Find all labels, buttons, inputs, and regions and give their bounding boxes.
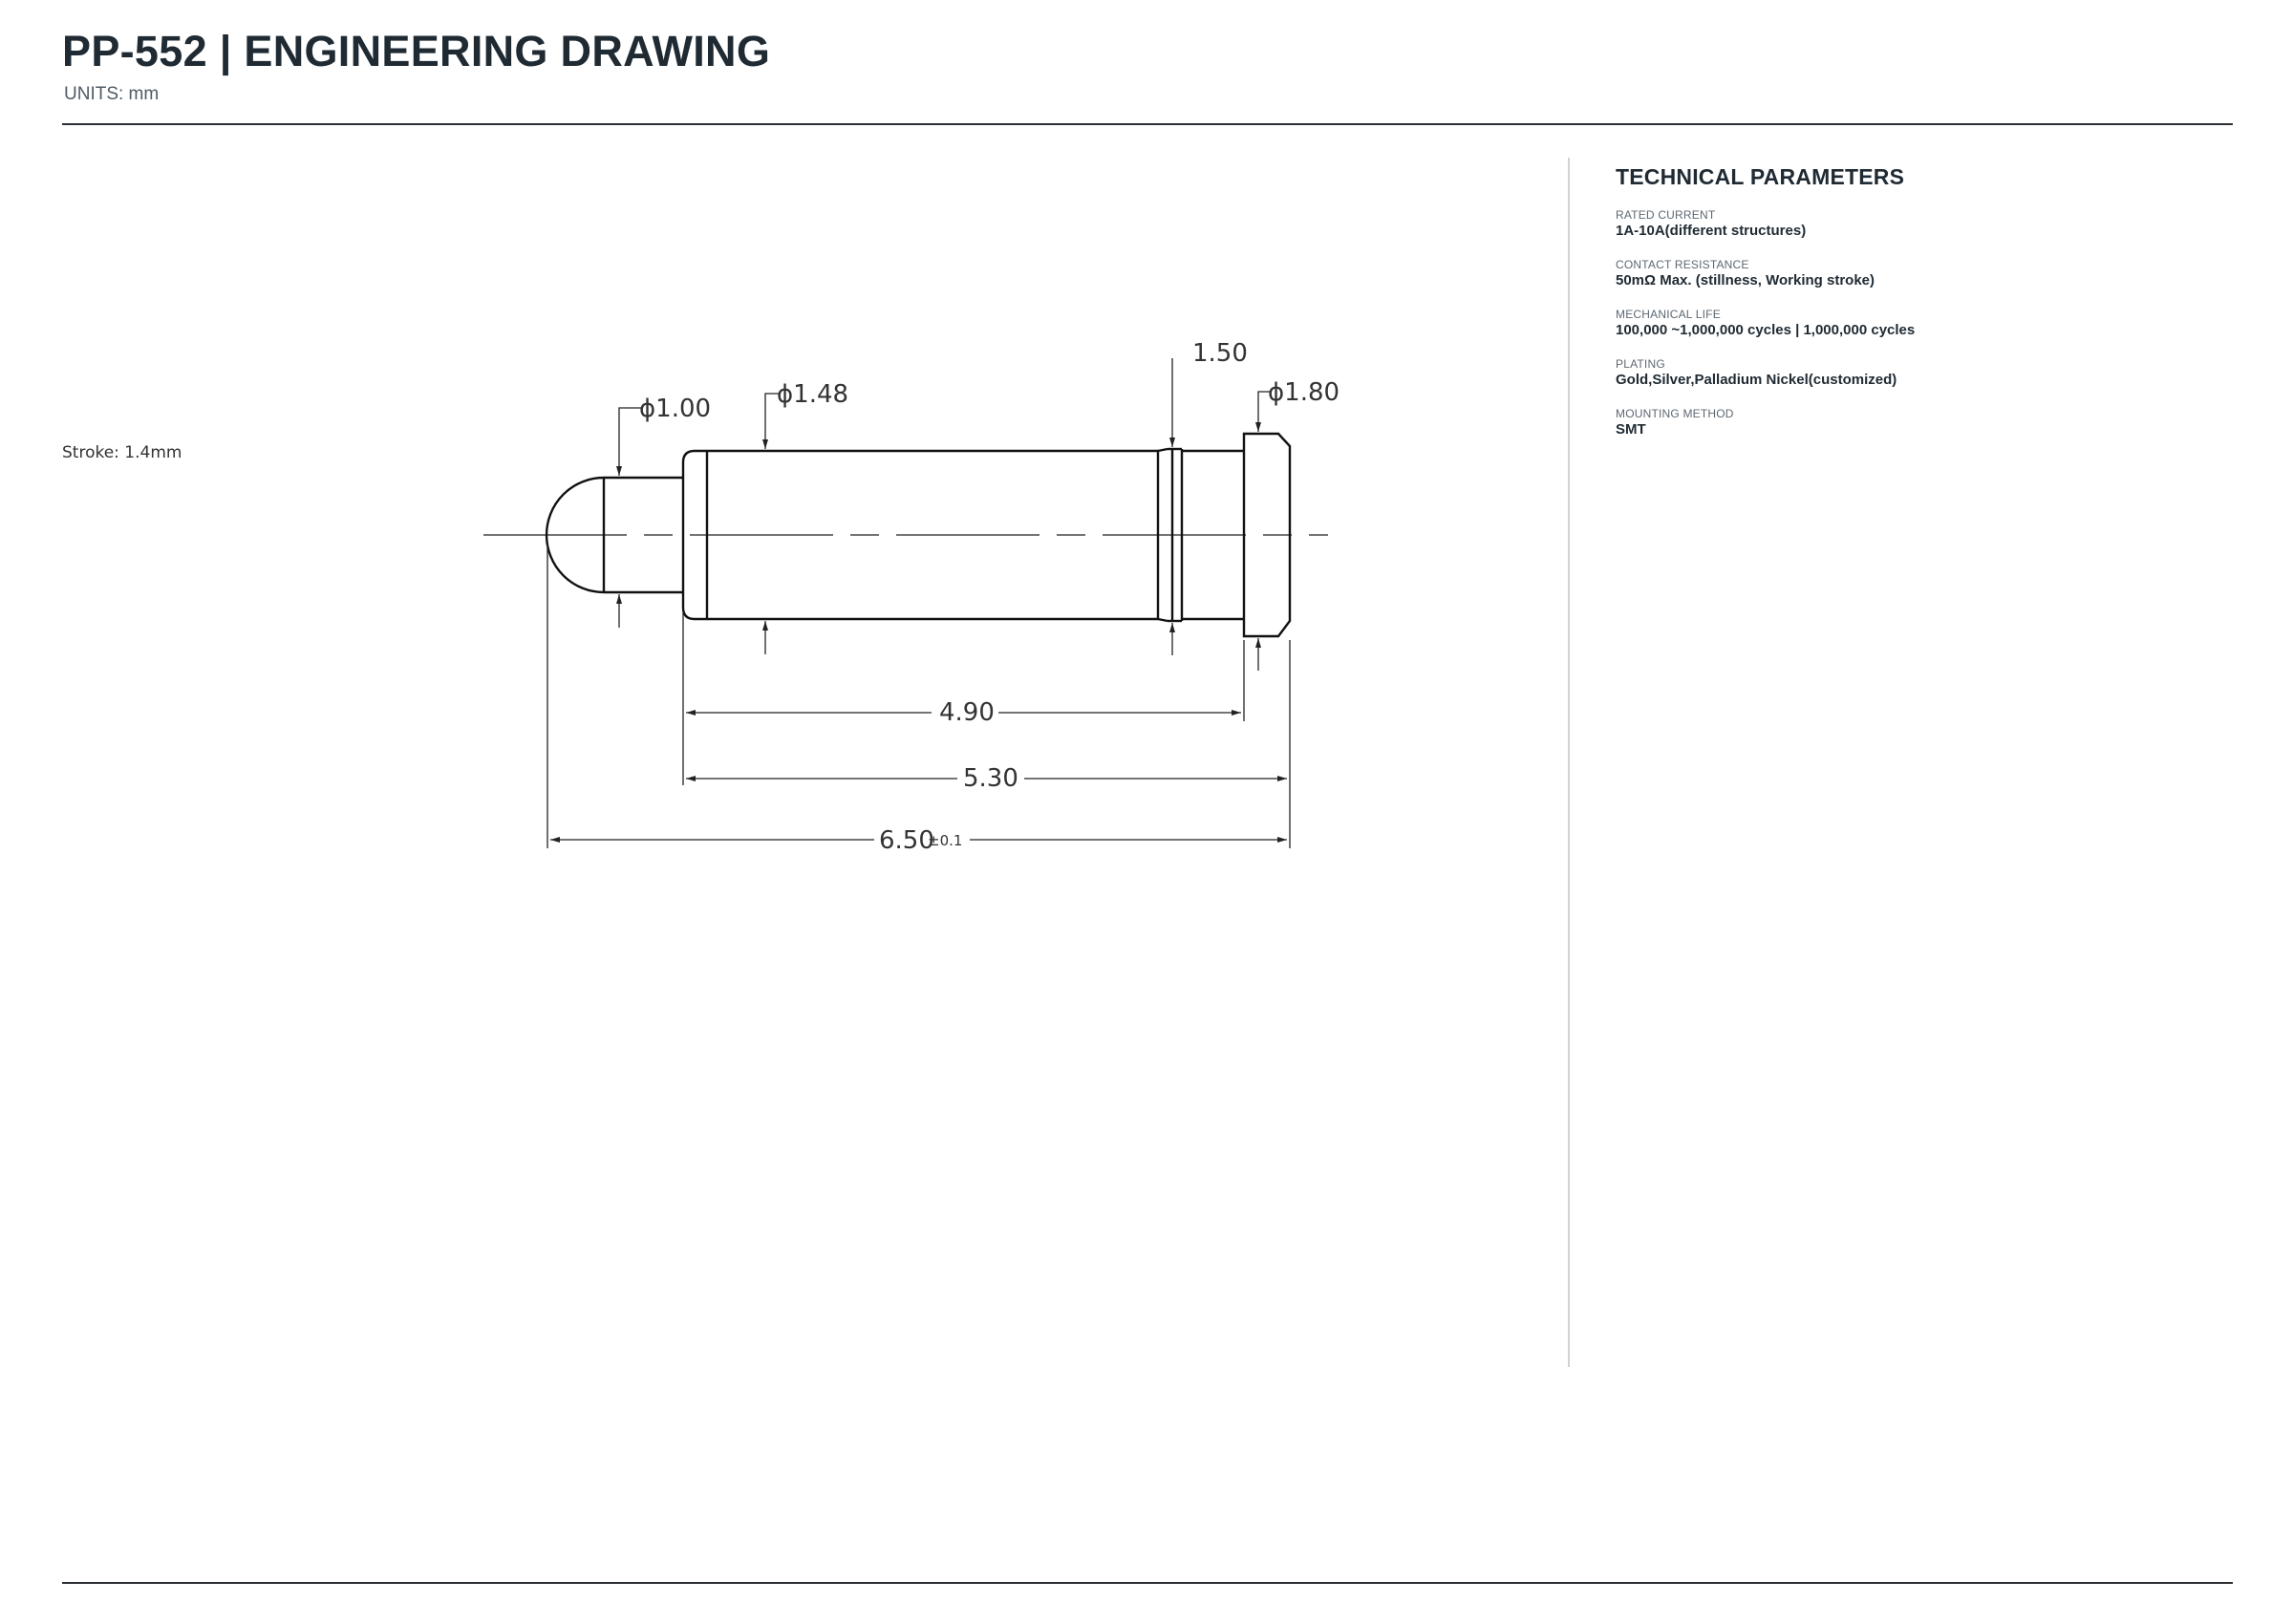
param-value: 50mΩ Max. (stillness, Working stroke) [1616,272,1875,288]
param-plating [1616,356,2227,389]
page-title: PP-552 | ENGINEERING DRAWING [62,27,771,75]
param-contact-resistance [1616,257,2227,289]
pogo-pin-drawing [62,134,1553,1376]
footer-rule [62,1582,2233,1584]
param-label: MECHANICAL LIFE [1616,308,1721,321]
param-label: RATED CURRENT [1616,208,1716,222]
groove-line-a [1158,449,1168,451]
technical-parameters-panel [1616,164,2227,456]
dim-len-barrel: 4.90 [939,698,995,727]
dim-len-total: 6.50 [879,826,934,855]
param-label: CONTACT RESISTANCE [1616,258,1749,271]
drawing-area [62,134,1553,1376]
param-rated-current [1616,207,2227,240]
param-mechanical-life [1616,307,2227,339]
param-label: PLATING [1616,357,1665,371]
param-value: 1A-10A(different structures) [1616,223,1807,239]
param-label: MOUNTING METHOD [1616,407,1734,420]
header-rule [62,123,2233,125]
param-mounting-method [1616,406,2227,438]
dim-dia-tip: ϕ1.00 [639,395,712,423]
clipped-dimension-label: 1.50 [1192,339,1248,368]
param-value: Gold,Silver,Palladium Nickel(customized) [1616,372,1897,388]
dim-dia-barrel: ϕ1.48 [777,380,849,409]
panel-divider [1568,158,1570,1367]
dim-len-total-tolerance: ±0.1 [928,832,963,849]
params-title: TECHNICAL PARAMETERS [1616,164,1905,189]
param-value: 100,000 ~1,000,000 cycles | 1,000,000 cycles [1616,322,1916,338]
dim-dia-flange: ϕ1.80 [1268,378,1340,407]
param-value: SMT [1616,421,1646,438]
dim-len-body: 5.30 [963,764,1018,793]
units-label: UNITS: mm [64,84,160,104]
stroke-note: Stroke: 1.4mm [62,443,182,462]
